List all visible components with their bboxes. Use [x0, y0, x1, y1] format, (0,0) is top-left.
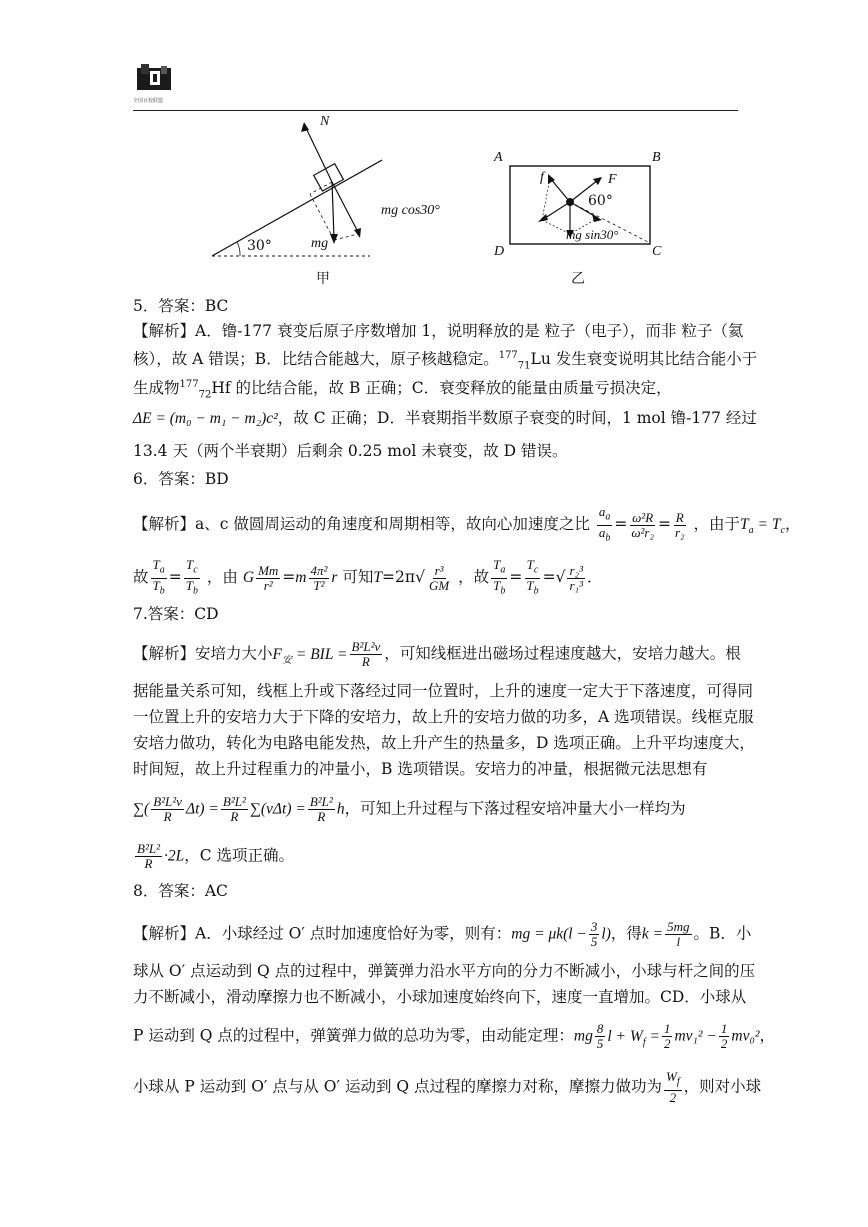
q8-line-2: 球从 O′ 点运动到 Q 点的过程中，弹簧弹力沿水平方向的分力不断减小，小球与杆之间的压	[133, 962, 756, 980]
q5-line-2: 核），故 A 错误；B．比结合能越大，原子核越稳定。$^{177}_{71}$Lu 发生衰变说明其比结合能小于	[133, 350, 758, 372]
q7-line-6: ∑( $\frac{\text{B²L²v}}{R}$ Δt) = $\frac{\text{B²L²}}{R}$ ∑(vΔt) = $\frac{\text{B²L²}}{R}$ h，可知上升过程与下落过程安培冲量大小一样均为	[133, 794, 686, 824]
q7-line-7: $\frac{\text{B²L²}}{R}$ ·2L，C 选项正确。	[137, 841, 295, 871]
figure-b-caption: 乙	[571, 271, 585, 287]
figure-b-force-f: F	[608, 172, 617, 187]
q6-answer: 6．答案：BD	[133, 470, 229, 488]
q6-line-1: 【解析】a、c 做圆周运动的角速度和周期相等，故向心加速度之比 $\frac{a_a}{a_b}$ = $\frac{\text{ω²R}}{\text{ω²r₂}}$ = $\frac{R}{\text{r₂}}$ ，由于$T_a = T_c$，	[133, 504, 801, 544]
school-logo-icon	[133, 62, 177, 98]
figure-a-label-mg: mg	[311, 236, 329, 251]
q7-line-2: 据能量关系可知，线框上升或下落经过同一位置时，上升的速度一定大于下落速度，可得同	[133, 682, 754, 700]
figure-b-mgsin: mg sin30°	[566, 227, 619, 242]
figure-a-label-mgcos: mg cos30°	[381, 203, 440, 218]
q7-line-5: 时间短，故上升过程重力的冲量小，B 选项错误。安培力的冲量，根据微元法思想有	[133, 760, 708, 778]
figure-plane	[490, 150, 670, 260]
q7-answer: 7.答案：CD	[133, 605, 219, 623]
q8-line-4: P 运动到 Q 点的过程中，弹簧弹力做的总功为零，由动能定理：mg $\frac{8}{5}$ $l + W_f$ = $\frac{1}{2}$ mv₁² − $\frac{1}{2}$ mv₀²，	[133, 1021, 776, 1051]
figure-a-label-angle: 30°	[247, 238, 272, 254]
q7-line-4: 安培力做功，转化为电路电能发热，故上升产生的热量多，D 选项正确。上升平均速度大，	[133, 734, 755, 752]
figure-b-b: B	[652, 150, 661, 165]
q7-line-3: 一位置上升的安培力大于下降的安培力，故上升的安培力做的功多，A 选项错误。线框克服	[133, 708, 754, 726]
q5-line-5: 13.4 天（两个半衰期）后剩余 0.25 mol 未衰变，故 D 错误。	[133, 442, 568, 460]
q8-line-5: 小球从 P 运动到 O′ 点与从 O′ 运动到 Q 点过程的摩擦力对称，摩擦力做功为 $\frac{W_f}{2}$ ，则对小球	[133, 1069, 762, 1105]
figure-b-a: A	[494, 150, 503, 165]
q5-line-1: 【解析】A．镥-177 衰变后原子序数增加 1，说明释放的是 粒子（电子），而非 粒子（氦	[133, 322, 744, 340]
figure-b-f: f	[540, 170, 544, 185]
q5-answer: 5．答案：BC	[133, 297, 229, 315]
figure-b-d: D	[494, 244, 505, 259]
q8-line-3: 力不断减小，滑动摩擦力也不断减小，小球加速度始终向下，速度一直增加。CD．小球从	[133, 988, 747, 1006]
figure-a-caption: 甲	[316, 271, 330, 287]
q8-line-1: 【解析】A．小球经过 O′ 点时加速度恰好为零，则有：mg = μk(l − $\frac{3}{5}$ l)，得k = $\frac{5mg}{l}$ 。B．小	[133, 919, 752, 949]
q5-line-4: ΔE = (m₀ − m₁ − m₂)c²，故 C 正确；D．半衰期指半数原子衰变的时间，1 mol 镥-177 经过	[133, 409, 757, 427]
figure-b-c: C	[652, 244, 662, 259]
figure-incline	[200, 110, 460, 290]
q6-line-2: 故 $\frac{T_a}{T_b}$ = $\frac{T_c}{T_b}$ ，由 G $\frac{Mm}{\text{r²}}$ =m $\frac{\text{4π²}}{\text{T²}}$ r 可知T=2π√ $\frac{\text{r³}}{GM}$ ，故 $\frac{T_a}{T_b}$ = $\frac{T_c}{T_b}$ =√ $\frac{\text{r₂³}}{\text{r₁³}}$ ．	[133, 557, 603, 597]
q5-line-3: 生成物$^{177}_{72}$Hf 的比结合能，故 B 正确；C．衰变释放的能量由质量亏损决定，	[133, 379, 672, 401]
logo-caption: 全国百校联盟	[133, 98, 164, 104]
q8-answer: 8．答案：AC	[133, 882, 228, 900]
q7-line-1: 【解析】安培力大小$F_安$ = BIL = $\frac{\text{B²L²v}}{R}$ ，可知线框进出磁场过程速度越大，安培力越大。根	[133, 639, 741, 669]
figure-b-angle: 60°	[588, 193, 613, 209]
figure-a-label-n: N	[320, 114, 330, 129]
